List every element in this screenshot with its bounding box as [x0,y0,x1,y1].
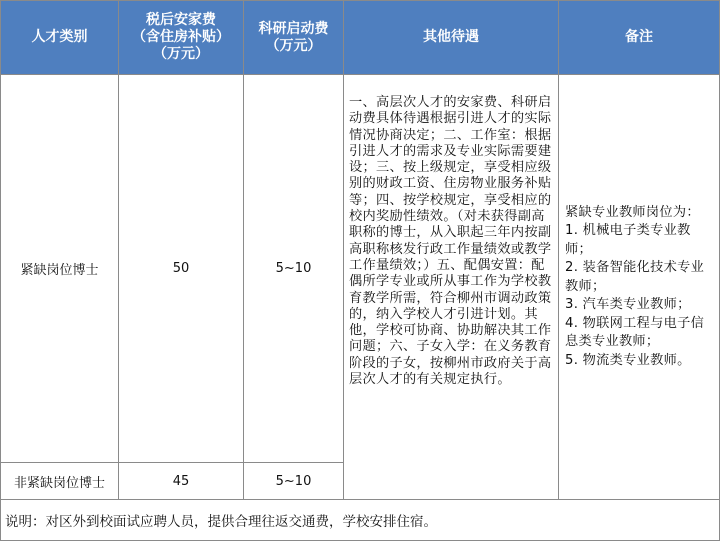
header-row [1,1,720,75]
header-settlement-line: （含住房补贴） [132,29,230,45]
remarks-line: 1. 机械电子类专业教师； [565,223,691,257]
cell-remarks [559,75,720,500]
table-row [1,75,720,463]
cell-research-fee: 5~10 [244,75,344,463]
remarks-line: 2. 装备智能化技术专业教师； [565,260,705,294]
header-settlement-line: （万元） [153,46,209,62]
header-settlement-fee [119,1,244,75]
cell-other-benefits: 一、高层次人才的安家费、科研启动费具体待遇根据引进人才的实际情况协商决定；二、工作室：根据引进人才的需求及专业实际需要建设；三、按上级规定，享受相应级别的财政工资、住房物业服务补贴等；四、按学校规定，享受相应的校内奖励性绩效。（对未获得副高职称的博士，从入职起三年内按副高职称核发行政工作量绩效或教学工作量绩效；）五、配偶安置：配偶所学专业或所从事工作为学校教育教学所需，符合柳州市调动政策的，纳入学校人才引进计划。其他，学校可协商、协助解决其工作问题；六、子女入学：在义务教育阶段的子女，按柳州市政府关于高层次人才的有关规定执行。 [344,75,559,500]
remarks-line: 4. 物联网工程与电子信息类专业教师； [565,315,705,350]
header-category: 人才类别 [1,1,119,75]
header-research-line: （万元） [265,37,322,54]
remarks-line: 5. 物流类专业教师。 [565,352,691,368]
header-settlement-line: 税后安家费 [146,12,216,28]
cell-research-fee: 5~10 [244,463,344,500]
cell-category: 非紧缺岗位博士 [1,463,119,500]
footnote: 说明：对区外到校面试应聘人员，提供合理往返交通费，学校安排住宿。 [1,500,720,541]
remarks-line: 紧缺专业教师岗位为： [565,204,700,220]
header-research-fee [244,1,344,75]
remarks-line: 3. 汽车类专业教师； [565,297,691,313]
header-other-benefits: 其他待遇 [344,1,559,75]
header-research-line: 科研启动费 [258,20,329,37]
cell-settlement-fee: 45 [119,463,244,500]
header-remarks: 备注 [559,1,720,75]
cell-category: 紧缺岗位博士 [1,75,119,463]
note-row [1,500,720,541]
cell-settlement-fee: 50 [119,75,244,463]
